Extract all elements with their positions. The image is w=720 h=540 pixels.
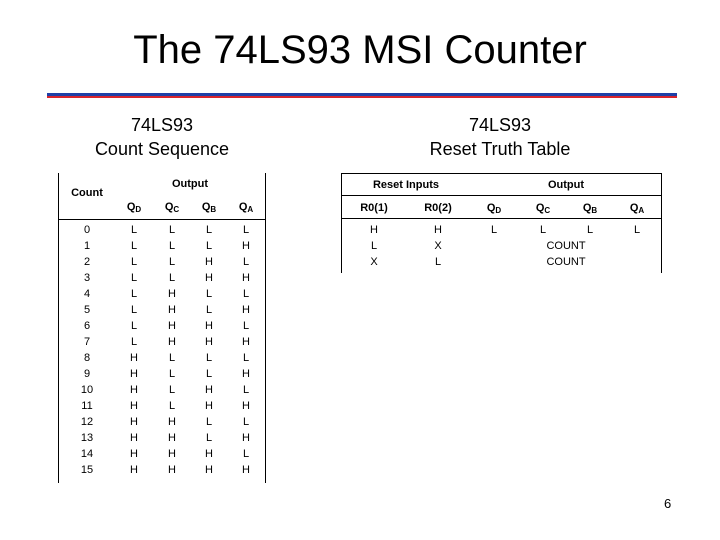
reset-inputs-header: Reset Inputs (372, 179, 439, 191)
qa-cell: L (242, 224, 250, 236)
count-cell: 3 (83, 272, 91, 284)
count-cell: 10 (80, 384, 94, 396)
output-header: Output (171, 178, 209, 190)
count-sequence-table (58, 173, 266, 483)
r01-cell: H (370, 224, 378, 236)
qb-cell: L (205, 304, 213, 316)
qb-cell: L (205, 240, 213, 252)
count-sequence-caption (62, 113, 262, 161)
count-cell: 14 (80, 448, 94, 460)
qa-cell: H (242, 432, 250, 444)
qd-cell: L (130, 288, 138, 300)
table-row (58, 398, 266, 414)
table-row (58, 334, 266, 350)
qc-cell: L (168, 256, 176, 268)
qd-cell: L (130, 304, 138, 316)
count-cell: 0 (83, 224, 91, 236)
qb-cell: L (205, 288, 213, 300)
qb-cell: H (205, 464, 213, 476)
count-header: Count (71, 187, 103, 199)
page-number: 6 (664, 496, 672, 511)
qc-cell: L (168, 368, 176, 380)
count-cell: 13 (80, 432, 94, 444)
col-header-r01: R0(1) (360, 202, 388, 214)
count-cell: 5 (83, 304, 91, 316)
count-cell: 4 (83, 288, 91, 300)
col-header-qb: $Q_B$ (582, 202, 598, 215)
qa-cell: L (242, 320, 250, 332)
title-underline-red (47, 96, 677, 98)
qa-cell: H (242, 400, 250, 412)
qc-cell: H (168, 336, 176, 348)
qb-cell: L (205, 368, 213, 380)
qc-cell: H (168, 320, 176, 332)
table-row (58, 366, 266, 382)
qc-cell: H (168, 288, 176, 300)
col-header-qd: $Q_D$ (486, 202, 502, 215)
qd-cell: H (130, 464, 138, 476)
qd-cell: L (130, 256, 138, 268)
qc-cell: L (168, 272, 176, 284)
table-row (58, 302, 266, 318)
qb-cell: H (205, 400, 213, 412)
qd-cell: L (130, 240, 138, 252)
qc-cell: L (168, 224, 176, 236)
table-row (58, 286, 266, 302)
qa-cell: L (242, 384, 250, 396)
qc-cell: H (168, 464, 176, 476)
count-sequence-caption-line1: 74LS93 (130, 115, 194, 135)
qa-cell: L (242, 448, 250, 460)
table-row (58, 238, 266, 254)
qa-cell: L (633, 224, 641, 236)
table-row (58, 350, 266, 366)
table-row (58, 446, 266, 462)
count-cell: 11 (81, 400, 93, 412)
qb-cell: L (205, 352, 213, 364)
qa-cell: L (242, 288, 250, 300)
qa-cell: H (242, 272, 250, 284)
qd-cell: H (130, 416, 138, 428)
qb-cell: L (205, 432, 213, 444)
qc-cell: L (168, 384, 176, 396)
count-sequence-caption-line2: Count Sequence (94, 139, 230, 159)
count-cell: 7 (83, 336, 91, 348)
qd-cell: H (130, 432, 138, 444)
qd-cell: L (130, 336, 138, 348)
count-cell: 12 (80, 416, 94, 428)
count-cell: 9 (83, 368, 91, 380)
qd-cell: L (130, 224, 138, 236)
qd-cell: L (130, 272, 138, 284)
qa-cell: L (242, 416, 250, 428)
qd-cell: H (130, 400, 138, 412)
qc-cell: L (539, 224, 547, 236)
r02-cell: H (434, 224, 442, 236)
r02-cell: L (434, 256, 442, 268)
r02-cell: X (434, 240, 442, 252)
table-border-top (341, 173, 662, 174)
qa-cell: L (242, 352, 250, 364)
qb-cell: H (205, 256, 213, 268)
table-row (58, 430, 266, 446)
output-header: Output (547, 179, 585, 191)
table-row (58, 222, 266, 238)
qb-cell: H (205, 336, 213, 348)
qb-cell: L (586, 224, 594, 236)
count-cell: 8 (83, 352, 91, 364)
qb-cell: H (205, 272, 213, 284)
r01-cell: X (370, 256, 378, 268)
qc-cell: H (168, 448, 176, 460)
col-header-qa: $Q_A$ (238, 201, 254, 214)
reset-table-caption-line2: Reset Truth Table (429, 139, 571, 159)
qd-cell: H (130, 384, 138, 396)
qa-cell: H (242, 336, 250, 348)
qc-cell: L (168, 352, 176, 364)
header-divider (58, 219, 266, 220)
qc-cell: L (168, 240, 176, 252)
count-cell: 15 (80, 464, 94, 476)
qc-cell: L (168, 400, 176, 412)
qd-cell: H (130, 368, 138, 380)
reset-table-caption (400, 113, 600, 161)
output-cell: COUNT (546, 240, 586, 252)
table-row (58, 318, 266, 334)
qd-cell: H (130, 448, 138, 460)
qb-cell: L (205, 416, 213, 428)
table-row (58, 462, 266, 478)
qd-cell: L (490, 224, 498, 236)
qa-cell: H (242, 304, 250, 316)
qd-cell: L (130, 320, 138, 332)
r01-cell: L (370, 240, 378, 252)
count-cell: 1 (83, 240, 91, 252)
table-row (58, 382, 266, 398)
col-header-qc: $Q_C$ (535, 202, 551, 215)
col-header-qc: $Q_C$ (164, 201, 180, 214)
count-cell: 6 (83, 320, 91, 332)
slide-title: The 74LS93 MSI Counter (133, 28, 587, 72)
table-row (58, 270, 266, 286)
qa-cell: L (242, 256, 250, 268)
col-header-qd: $Q_D$ (126, 201, 142, 214)
col-header-qa: $Q_A$ (629, 202, 645, 215)
header-divider-lower (341, 218, 662, 219)
table-border-right (661, 173, 662, 273)
col-header-r02: R0(2) (424, 202, 452, 214)
qc-cell: H (168, 432, 176, 444)
qa-cell: H (242, 240, 250, 252)
table-row (58, 414, 266, 430)
reset-truth-table (341, 173, 662, 273)
qd-cell: H (130, 352, 138, 364)
col-header-qb: $Q_B$ (201, 201, 217, 214)
qc-cell: H (168, 304, 176, 316)
table-row (58, 254, 266, 270)
header-divider-upper (341, 195, 662, 196)
reset-table-caption-line1: 74LS93 (468, 115, 532, 135)
qb-cell: H (205, 384, 213, 396)
qc-cell: H (168, 416, 176, 428)
count-cell: 2 (83, 256, 91, 268)
qa-cell: H (242, 464, 250, 476)
qb-cell: L (205, 224, 213, 236)
qb-cell: H (205, 320, 213, 332)
output-cell: COUNT (546, 256, 586, 268)
qa-cell: H (242, 368, 250, 380)
qb-cell: H (205, 448, 213, 460)
